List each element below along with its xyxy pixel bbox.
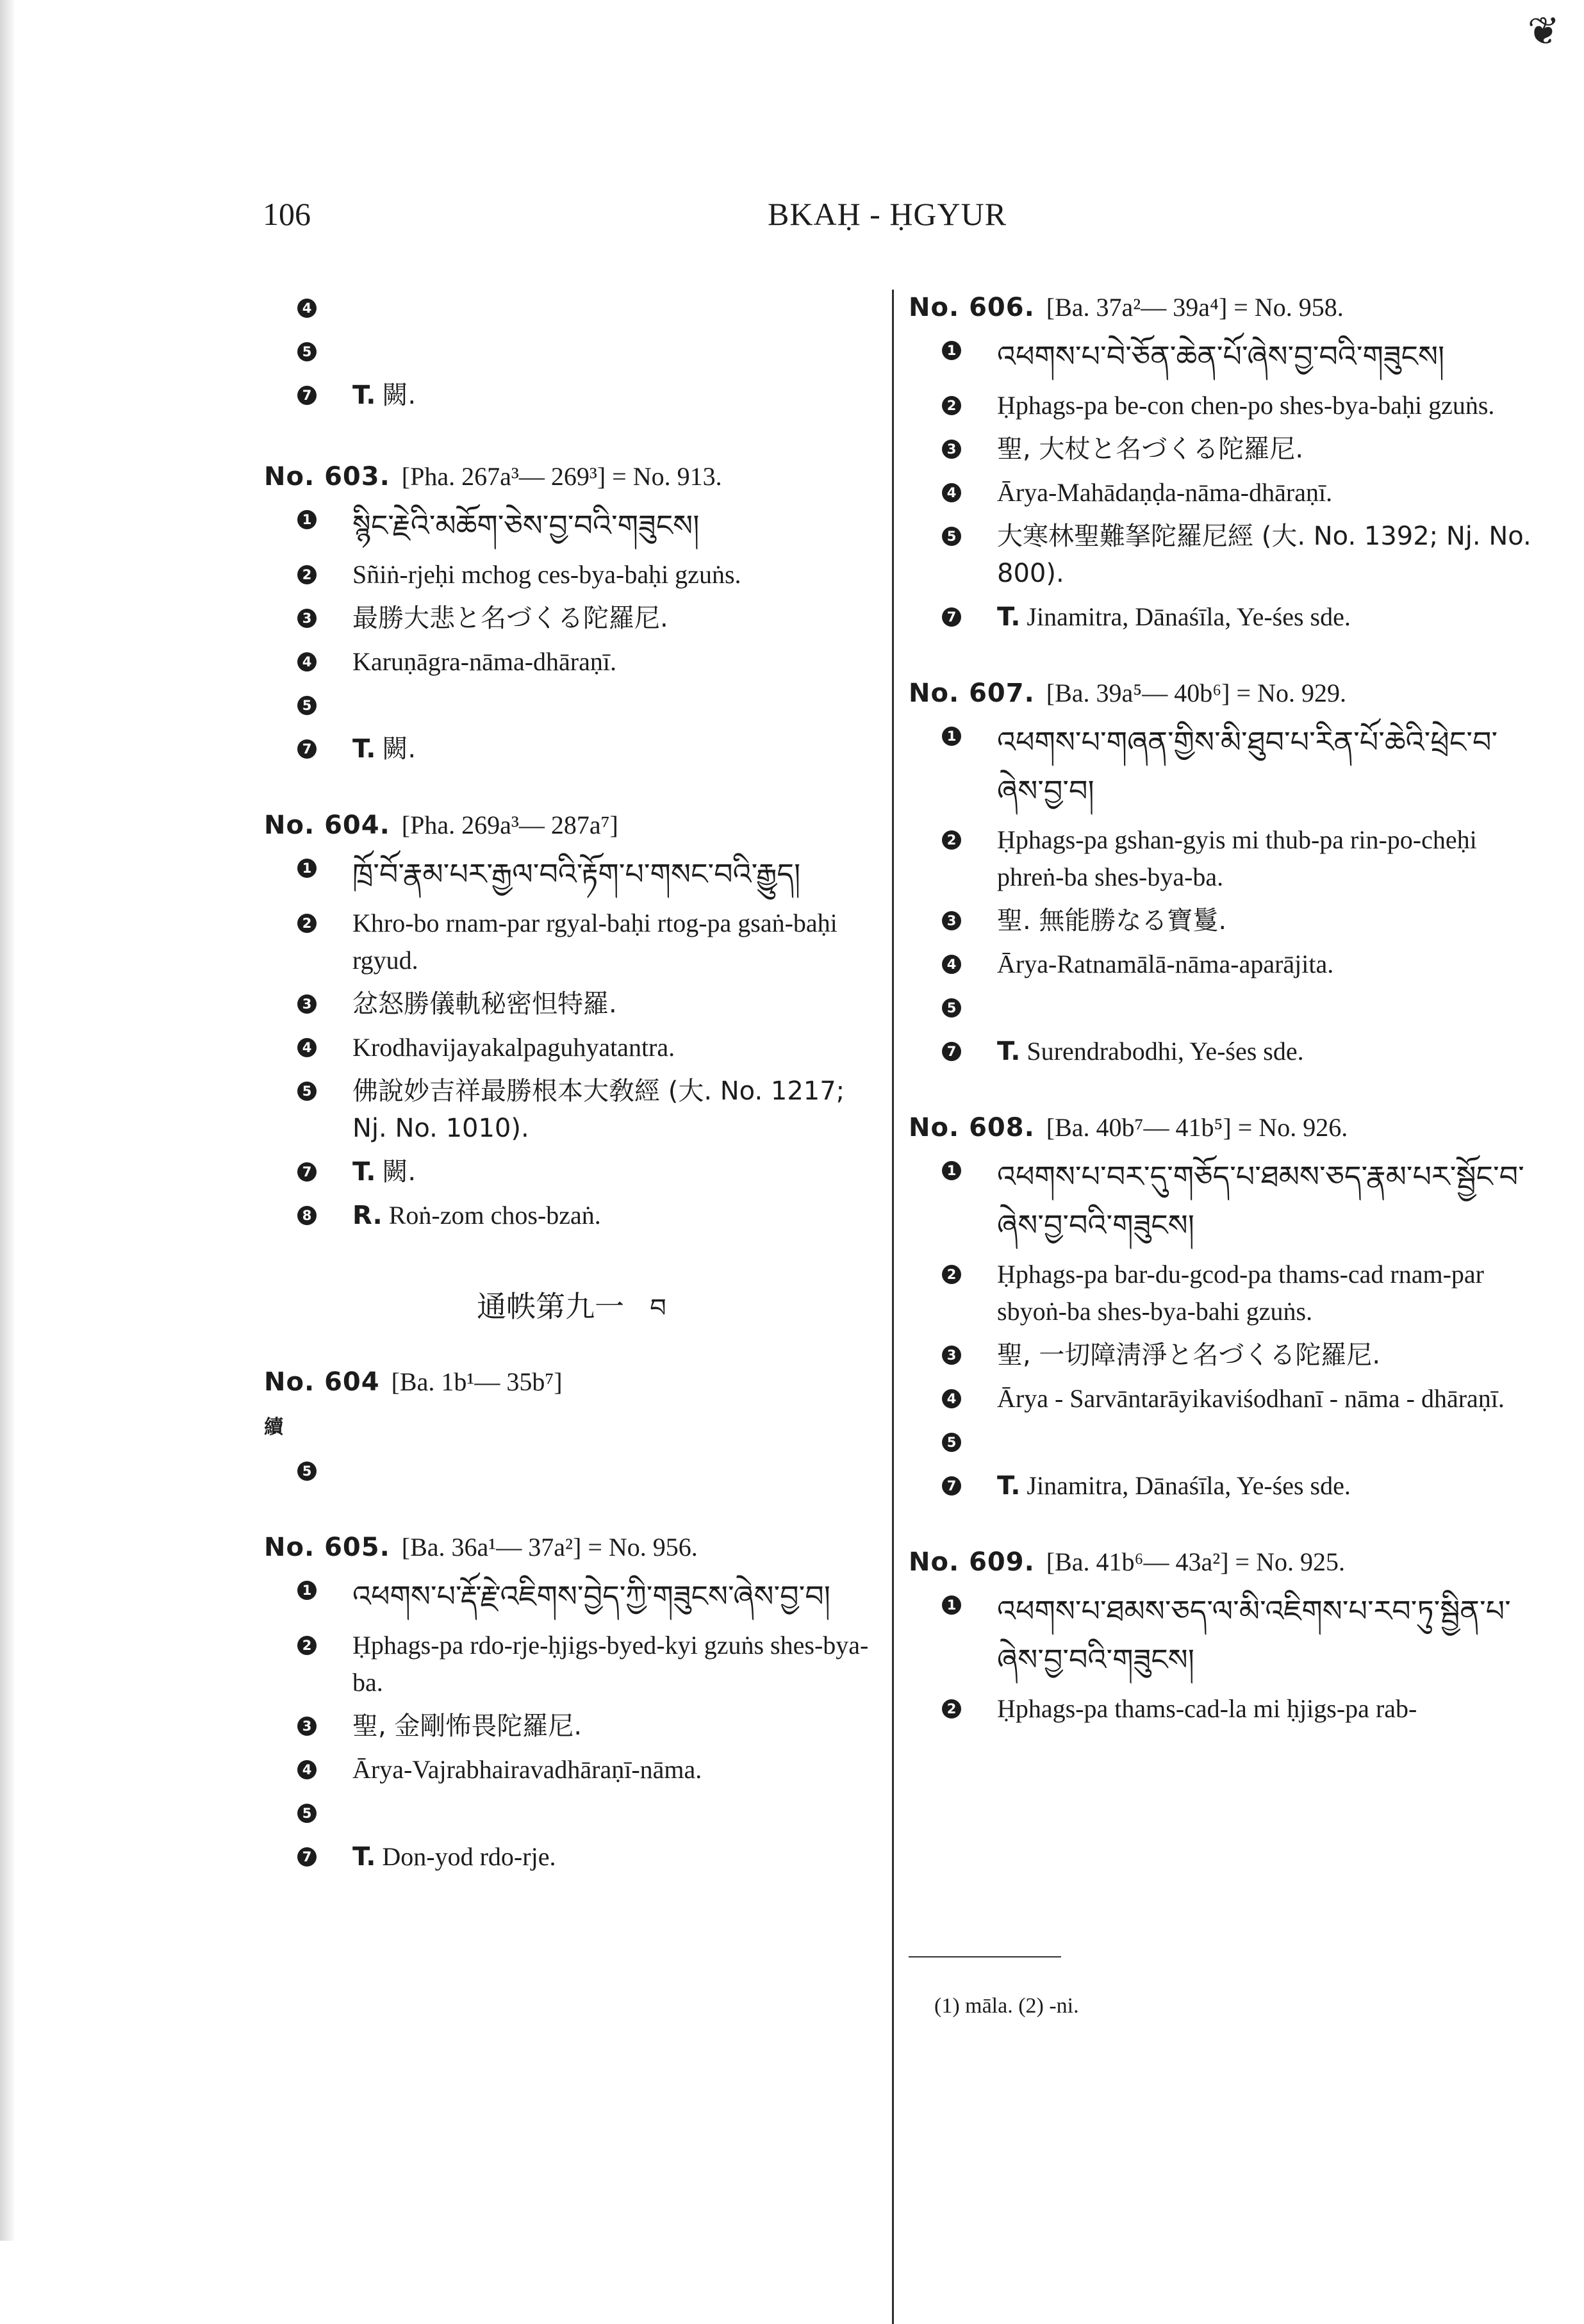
section-title: 通帙第九一 xyxy=(477,1289,625,1324)
catalog-entry-605 xyxy=(264,1529,879,1875)
chinese-title: 5 xyxy=(909,1424,1533,1461)
entry-heading xyxy=(264,1529,879,1565)
japanese-title: 3 忿怒勝儀軌秘密怛特羅. xyxy=(264,985,879,1023)
tibetan-title: 1 འཕགས་པ་བར་དུ་གཅོད་པ་ཐམས་ཅད་རྣམ་པར་སྦྱོང་བ་ཞེས་བྱ་བའི་གཟུངས། xyxy=(909,1152,1533,1249)
entry-reference: [Ba. 40b⁷— 41b⁵] = No. 926. xyxy=(1046,1113,1348,1142)
entry-reference: [Ba. 39a⁵— 40b⁶] = No. 929. xyxy=(1046,679,1346,707)
entry-heading xyxy=(264,807,879,843)
item-row: 5 xyxy=(264,1453,879,1490)
left-column xyxy=(264,290,879,1915)
catalog-entry-609 xyxy=(909,1544,1533,1727)
continued-label: 續 xyxy=(264,1416,283,1438)
entry-heading xyxy=(909,290,1533,326)
japanese-title: 3 最勝大悲と名づくる陀羅尼. xyxy=(264,600,879,637)
catalog-entry-603 xyxy=(264,459,879,768)
entry-number: No. 604 xyxy=(264,1367,380,1397)
entry-reference: [Ba. 36a¹— 37a²] = No. 956. xyxy=(401,1533,698,1562)
transliteration: 2 Ḥphags-pa thams-cad-la mi ḥjigs-pa rab- xyxy=(909,1690,1533,1727)
entry-reference: [Ba. 37a²— 39a⁴] = No. 958. xyxy=(1046,293,1344,322)
entry-heading xyxy=(909,675,1533,711)
entry-number: No. 604. xyxy=(264,811,390,840)
page-number: 106 xyxy=(263,196,311,232)
sanskrit-title: 4 Ārya-Mahādaṇḍa-nāma-dhāraṇī. xyxy=(909,474,1533,511)
transliteration: 2 Ḥphags-pa rdo-rje-ḥjigs-byed-kyi gzuṅs shes-bya-ba. xyxy=(264,1627,879,1701)
tibetan-title: 1 འཕགས་པ་རྡོ་རྗེ་འཇིགས་བྱེད་ཀྱི་གཟུངས་ཞེས་བྱ་བ། xyxy=(264,1572,879,1620)
item-row xyxy=(264,377,879,414)
chinese-title: 5 xyxy=(264,687,879,724)
sanskrit-title: 4 Ārya-Vajrabhairavadhāraṇī-nāma. xyxy=(264,1751,879,1788)
entry-heading xyxy=(909,1544,1533,1580)
tibetan-title: 1 འཕགས་པ་ཐམས་ཅད་ལ་མི་འཇིགས་པ་རབ་ཏུ་སྦྱིན་པ་ཞེས་བྱ་བའི་གཟུངས། xyxy=(909,1586,1533,1684)
continued-label-row xyxy=(264,1406,879,1446)
section-tibetan-letter: བ xyxy=(650,1294,666,1323)
transliteration: 2 Ḥphags-pa be-con chen-po shes-bya-baḥi gzuṅs. xyxy=(909,387,1533,424)
entry-number: No. 603. xyxy=(264,462,390,491)
tibetan-title: 1 ཁྲོ་བོ་རྣམ་པར་རྒྱལ་བའི་རྟོག་པ་གསང་བའི་རྒྱུད། xyxy=(264,850,879,898)
entry-number: No. 607. xyxy=(909,679,1035,708)
catalog-entry-606 xyxy=(909,290,1533,636)
translator: 7 T. Jinamitra, Dānaśīla, Ye-śes sde. xyxy=(909,1467,1533,1504)
translator: 7 T. Surendrabodhi, Ye-śes sde. xyxy=(909,1033,1533,1070)
catalog-entry-604 xyxy=(264,807,879,1234)
entry-heading xyxy=(264,1364,879,1400)
entry-reference: [Pha. 267a³— 269³] = No. 913. xyxy=(401,462,722,491)
entry-number: No. 606. xyxy=(909,293,1035,322)
translator: 7 T. 闕. xyxy=(264,730,879,768)
entry-reference: [Pha. 269a³— 287a⁷] xyxy=(401,811,618,839)
missing-mark: 闕. xyxy=(382,381,417,410)
tibetan-title: 1 འཕགས་པ་བེ་ཅོན་ཆེན་པོ་ཞེས་བྱ་བའི་གཟུངས། xyxy=(909,332,1533,381)
reviser: 8 R. Roṅ-zom chos-bzaṅ. xyxy=(264,1197,879,1234)
chinese-title: 5 xyxy=(264,1795,879,1832)
entry-number: No. 608. xyxy=(909,1113,1035,1142)
corner-mark-icon: ❦ xyxy=(1527,10,1560,53)
tibetan-title: 1 འཕགས་པ་གཞན་གྱིས་མི་ཐུབ་པ་རིན་པོ་ཆེའི་ཕྲེང་བ་ཞེས་བྱ་བ། xyxy=(909,718,1533,815)
translator: 7 T. Don-yod rdo-rje. xyxy=(264,1838,879,1875)
transliteration: 2 Khro-bo rnam-par rgyal-baḥi rtog-pa gsaṅ-baḥi rgyud. xyxy=(264,905,879,979)
translator: 7 T. 闕. xyxy=(264,1153,879,1191)
japanese-title: 3 聖, 一切障淸淨と名づくる陀羅尼. xyxy=(909,1337,1533,1374)
footnotes: (1) māla. (2) -ni. xyxy=(934,1994,1079,2018)
entry-heading xyxy=(909,1110,1533,1146)
right-column xyxy=(909,290,1533,1767)
transliteration: 2 Sñiṅ-rjeḥi mchog ces-bya-baḥi gzuṅs. xyxy=(264,556,879,593)
sanskrit-title: 4 Krodhavijayakalpaguhyatantra. xyxy=(264,1029,879,1066)
item-row xyxy=(264,290,879,327)
sanskrit-title: 4 Karuṇāgra-nāma-dhāraṇī. xyxy=(264,643,879,680)
tibetan-title: 1 སྙིང་རྗེའི་མཆོག་ཅེས་བྱ་བའི་གཟུངས། xyxy=(264,501,879,550)
sanskrit-title: 4 Ārya-Ratnamālā-nāma-aparājita. xyxy=(909,946,1533,983)
running-title: BKAḤ - ḤGYUR xyxy=(768,196,1007,232)
item-row xyxy=(264,333,879,370)
chinese-title: 5 大寒林聖難拏陀羅尼經 (大. No. 1392; Nj. No. 800). xyxy=(909,518,1533,592)
entry-number: No. 609. xyxy=(909,1547,1035,1577)
catalog-entry-608 xyxy=(909,1110,1533,1504)
footnote-rule xyxy=(909,1956,1061,1957)
entry-heading xyxy=(264,459,879,495)
chinese-title: 5 xyxy=(909,989,1533,1026)
column-divider xyxy=(892,290,894,2324)
catalog-entry-604-continued xyxy=(264,1364,879,1490)
bullet-7: 7 xyxy=(297,386,317,405)
entry-reference: [Ba. 1b¹— 35b⁷] xyxy=(391,1367,563,1396)
chinese-title: 5 佛說妙吉祥最勝根本大敎經 (大. No. 1217; Nj. No. 1010). xyxy=(264,1073,879,1147)
entry-reference: [Ba. 41b⁶— 43a²] = No. 925. xyxy=(1046,1547,1345,1576)
prev-entry-tail xyxy=(264,290,879,414)
entry-number: No. 605. xyxy=(264,1533,390,1562)
japanese-title: 3 聖, 大杖と名づくる陀羅尼. xyxy=(909,431,1533,468)
japanese-title: 3 聖, 金剛怖畏陀羅尼. xyxy=(264,1708,879,1745)
transliteration: 2 Ḥphags-pa gshan-gyis mi thub-pa rin-po-cheḥi phreṅ-ba shes-bya-ba. xyxy=(909,821,1533,896)
sanskrit-title: 4 Ārya - Sarvāntarāyikaviśodhanī - nāma - dhāraṇī. xyxy=(909,1380,1533,1417)
translator-label: T. xyxy=(352,381,376,410)
catalog-entry-607 xyxy=(909,675,1533,1070)
japanese-title: 3 聖. 無能勝なる寶鬘. xyxy=(909,902,1533,939)
bullet-5: 5 xyxy=(297,342,317,361)
transliteration: 2 Ḥphags-pa bar-du-gcod-pa thams-cad rnam-par sbyoṅ-ba shes-bya-bahi gzuṅs. xyxy=(909,1256,1533,1330)
bullet-4: 4 xyxy=(297,299,317,318)
scan-edge-shadow xyxy=(0,0,14,2241)
volume-section-heading xyxy=(264,1279,879,1351)
translator: 7 T. Jinamitra, Dānaśīla, Ye-śes sde. xyxy=(909,598,1533,636)
